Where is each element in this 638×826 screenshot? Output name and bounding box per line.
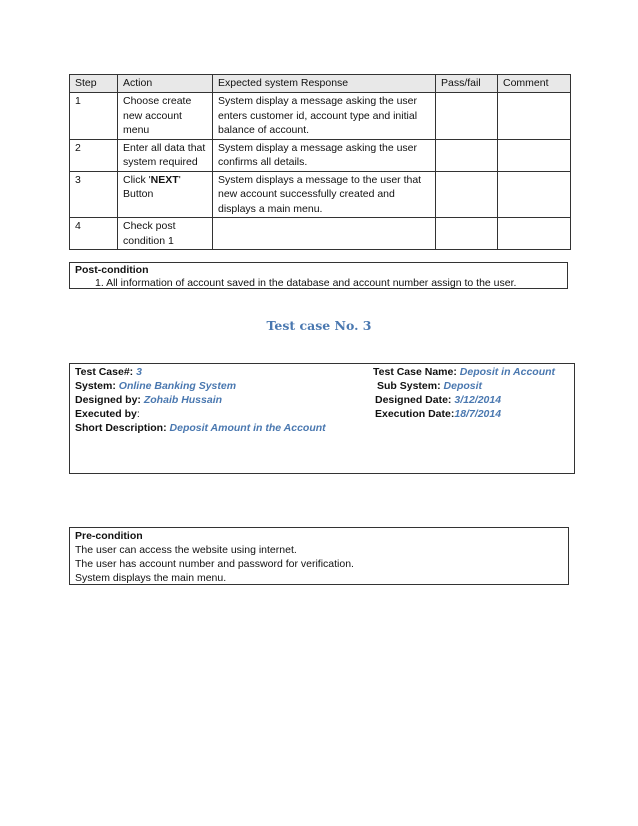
test-case-system — [75, 379, 236, 393]
field-label: Executed by — [75, 408, 137, 420]
step-number: 2 — [70, 139, 118, 171]
test-case-executed-by — [75, 407, 140, 421]
header-step: Step — [70, 75, 118, 93]
test-case-box — [69, 363, 575, 474]
field-value: Deposit — [443, 380, 483, 392]
table-row — [70, 218, 571, 250]
step-action: Check post condition 1 — [118, 218, 213, 250]
field-label: Test Case Name: — [373, 366, 457, 378]
table-header-row — [70, 75, 571, 93]
step-number: 3 — [70, 171, 118, 218]
step-response: System display a message asking the user enters customer id, account type and initial balance of account. — [213, 93, 436, 140]
step-comment — [498, 139, 571, 171]
table-row — [70, 93, 571, 140]
test-case-sub-system — [377, 379, 482, 393]
step-action: Enter all data that system required — [118, 139, 213, 171]
field-value: Deposit Amount in the Account — [169, 422, 326, 434]
field-value: 3/12/2014 — [454, 394, 502, 406]
step-pass-fail — [436, 93, 498, 140]
step-action — [118, 171, 213, 218]
table-row — [70, 171, 571, 218]
field-label: Sub System: — [377, 380, 441, 392]
pre-condition-line: The user can access the website using internet. — [75, 544, 297, 556]
header-comment: Comment — [498, 75, 571, 93]
test-case-short-description — [75, 421, 326, 435]
step-response: System display a message asking the user confirms all details. — [213, 139, 436, 171]
test-case-name — [373, 365, 555, 379]
step-response — [213, 218, 436, 250]
field-suffix: : — [136, 408, 140, 420]
pre-condition-line: System displays the main menu. — [75, 572, 227, 584]
step-number: 4 — [70, 218, 118, 250]
action-bold: NEXT — [150, 173, 179, 186]
post-condition-title: Post-condition — [75, 264, 149, 276]
test-case-designed-date — [375, 393, 501, 407]
step-response: System displays a message to the user that new account successfully created and displays a main menu. — [213, 171, 436, 218]
header-pass-fail: Pass/fail — [436, 75, 498, 93]
test-case-designed-by — [75, 393, 222, 407]
field-value: Deposit in Account — [459, 366, 556, 378]
field-label: Execution Date: — [375, 408, 455, 420]
step-action: Choose create new account menu — [118, 93, 213, 140]
step-comment — [498, 93, 571, 140]
step-comment — [498, 218, 571, 250]
step-number: 1 — [70, 93, 118, 140]
step-pass-fail — [436, 139, 498, 171]
step-comment — [498, 171, 571, 218]
field-label: Short Description: — [75, 422, 167, 434]
step-pass-fail — [436, 218, 498, 250]
steps-table — [69, 74, 571, 250]
header-action: Action — [118, 75, 213, 93]
post-condition-box — [69, 262, 568, 289]
test-case-number — [75, 365, 142, 379]
field-label: System: — [75, 380, 116, 392]
field-value: 18/7/2014 — [454, 408, 502, 420]
field-label: Designed Date: — [375, 394, 452, 406]
step-pass-fail — [436, 171, 498, 218]
pre-condition-box — [69, 527, 569, 585]
post-condition-item: 1. All information of account saved in the database and account number assign to the user. — [95, 277, 517, 289]
table-row — [70, 139, 571, 171]
action-suffix: ' Button — [123, 173, 181, 200]
test-case-execution-date — [375, 407, 501, 421]
test-case-heading: Test case No. 3 — [266, 318, 372, 333]
field-value: Online Banking System — [118, 380, 237, 392]
header-expected-response: Expected system Response — [213, 75, 436, 93]
field-label: Test Case#: — [75, 366, 134, 378]
pre-condition-title: Pre-condition — [75, 530, 143, 542]
field-value: 3 — [136, 366, 142, 378]
field-value: Zohaib Hussain — [143, 394, 223, 406]
action-prefix: Click ' — [123, 173, 151, 186]
pre-condition-line: The user has account number and password for verification. — [75, 558, 354, 570]
field-label: Designed by: — [75, 394, 141, 406]
